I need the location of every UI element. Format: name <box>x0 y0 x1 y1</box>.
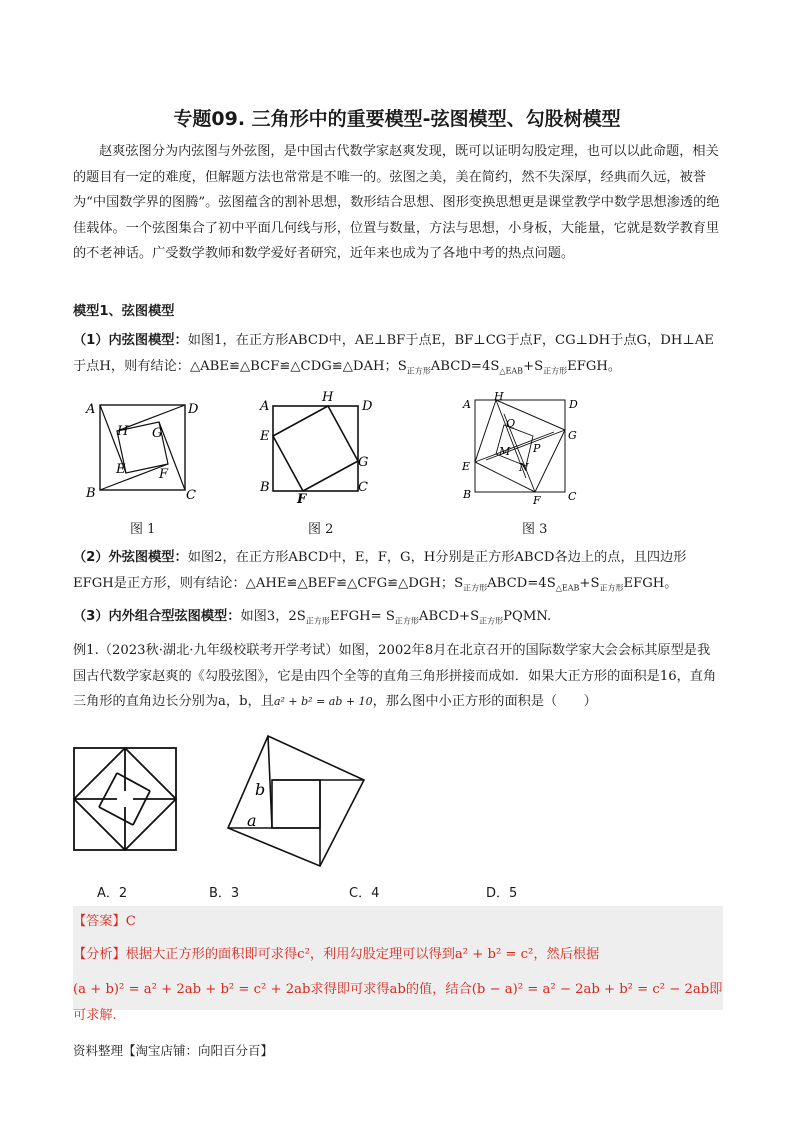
fig3-label: Q <box>506 417 516 430</box>
fig2-label: E <box>260 429 270 444</box>
figure-1-labels <box>80 393 210 505</box>
fig3-label: G <box>568 429 577 442</box>
formula-part: +S <box>579 575 600 591</box>
fig3-label: H <box>494 392 504 403</box>
answer-label: 【答案】 <box>73 914 126 929</box>
figure-3-combined-chord <box>458 392 588 506</box>
outer-chord-label: （2）外弦图模型： <box>73 550 188 565</box>
analysis-line-2: (a + b)² = a² + 2ab + b² = c² + 2ab求得即可求得ab的值，结合(b − a)² = a² − 2ab + b² = c² − 2ab即可求解. <box>73 982 723 1023</box>
fig3-label: M <box>499 445 511 458</box>
option-d[interactable]: D．5 <box>486 886 518 901</box>
subscript: 正方形 <box>543 366 568 376</box>
formula-part: PQMN. <box>503 609 552 624</box>
example-formula: a² + b² = ab + 10 <box>273 695 373 708</box>
figure-1-caption: 图 1 <box>130 522 156 537</box>
fig1-label: E <box>116 462 126 477</box>
fig3-label: D <box>569 398 578 411</box>
fig2-label: G <box>358 455 369 470</box>
subscript: 正方形 <box>394 616 419 626</box>
example-1-text <box>73 638 723 715</box>
fig2-label: C <box>358 480 368 495</box>
formula-part: EFGH。 <box>623 575 678 591</box>
combined-chord-body: 如图3，2S <box>240 609 306 624</box>
subscript: △EAB <box>499 366 524 376</box>
analysis-text-1: 根据大正方形的面积即可求得c²，利用勾股定理可以得到a² + b² = c²，然后根据 <box>125 947 600 962</box>
fig1-label: A <box>86 402 96 417</box>
combined-chord-label: （3）内外组合型弦图模型： <box>73 609 241 624</box>
leg-b-label: b <box>255 780 266 799</box>
option-c[interactable]: C．4 <box>349 886 380 901</box>
fig2-label: B <box>260 480 270 495</box>
fig2-label: H <box>322 390 334 405</box>
page-title: 专题09. 三角形中的重要模型-弦图模型、勾股树模型 <box>173 108 621 130</box>
fig3-label: N <box>519 461 529 474</box>
option-b[interactable]: B．3 <box>209 886 240 901</box>
figure-2-caption: 图 2 <box>308 522 334 537</box>
figure-2-outer-chord <box>255 388 375 506</box>
intro-paragraph: 赵爽弦图分为内弦图与外弦图，是中国古代数学家赵爽发现，既可以证明勾股定理，也可以以此命题，相关的题目有一定的难度，但解题方法也常常是不唯一的。弦图之美，美在简约，然不失深厚，经典而久远，被誉为“中国数学界的图腾”。弦图蕴含的割补思想，数形结合思想、图形变换思想更是课堂教学中数学思想渗透的绝佳载体。一个弦图集合了初中平面几何线与形，位置与数量，方法与思想，小身板，大能量，它就是数学教育里的不老神话。广受数学教师和数学爱好者研究，近年来也成为了各地中考的热点问题。 <box>73 144 720 261</box>
subscript: 正方形 <box>479 616 504 626</box>
fig3-label: E <box>462 460 471 473</box>
formula-part: ABCD=4S <box>487 575 556 591</box>
combined-chord-model-text <box>73 604 723 634</box>
inner-chord-label: （1）内弦图模型： <box>73 333 188 348</box>
option-a[interactable]: A．2 <box>97 886 128 901</box>
fig3-label: P <box>533 442 541 455</box>
footer-note: 资料整理【淘宝店铺：向阳百分百】 <box>73 1043 274 1058</box>
fig3-label: C <box>568 490 577 503</box>
analysis-line-1 <box>73 942 723 968</box>
inner-chord-body: 如图1，在正方形ABCD中，AE⊥BF于点E，BF⊥CG于点F，CG⊥DH于点G，DH⊥AE于点H，则有结论：△ABE≌△BCF≌△CDG≌△DAH；S <box>73 333 714 374</box>
example-question: ，那么图中小正方形的面积是（ ） <box>372 694 597 709</box>
formula-part: ABCD=4S <box>430 358 500 374</box>
outer-chord-model-text <box>73 545 723 601</box>
answer-line <box>73 909 723 935</box>
formula-part: +S <box>523 358 544 374</box>
example-figure-left <box>70 744 182 856</box>
example-body: 例1.（2023秋·湖北·九年级校联考开学考试）如图，2002年8月在北京召开的国际数学家大会会标其原型是我国古代数学家赵爽的《勾股弦图》，它是由四个全等的直角三角形拼接而成如．如果大正方形的面积是16，直角三角形的直角边长分别为a，b，且 <box>73 643 717 709</box>
fig1-label: B <box>86 486 96 501</box>
formula-part: EFGH= S <box>329 609 395 624</box>
analysis-label: 【分析】 <box>73 947 126 962</box>
leg-a-label: a <box>247 811 257 830</box>
fig1-label: D <box>188 402 199 417</box>
subscript: 正方形 <box>406 366 431 376</box>
outer-chord-body: 如图2，在正方形ABCD中，E，F，G，H分别是正方形ABCD各边上的点，且四边形EFGH是正方形，则有结论：△AHE≌△BEF≌△CFG≌△DGH；S <box>73 550 687 591</box>
fig3-label: B <box>463 488 472 501</box>
fig1-label: G <box>152 426 163 441</box>
subscript: △EAB <box>555 583 580 593</box>
fig2-label: F <box>297 492 307 506</box>
fig1-label: C <box>186 488 196 503</box>
fig3-label: F <box>533 494 541 506</box>
answer-value: C <box>125 914 136 929</box>
formula-part: ABCD+S <box>418 609 480 624</box>
figure-3-caption: 图 3 <box>522 522 548 537</box>
example-figure-right <box>222 730 370 868</box>
fig2-label: D <box>362 399 373 414</box>
inner-chord-model-text <box>73 328 723 384</box>
fig2-label: A <box>260 399 270 414</box>
fig1-label: F <box>159 467 169 482</box>
subscript: 正方形 <box>305 616 330 626</box>
subscript: 正方形 <box>463 583 488 593</box>
formula-part: EFGH。 <box>567 358 622 374</box>
fig3-label: A <box>463 398 471 411</box>
fig1-label: H <box>117 424 129 439</box>
subscript: 正方形 <box>599 583 624 593</box>
model1-heading: 模型1、弦图模型 <box>73 304 175 319</box>
